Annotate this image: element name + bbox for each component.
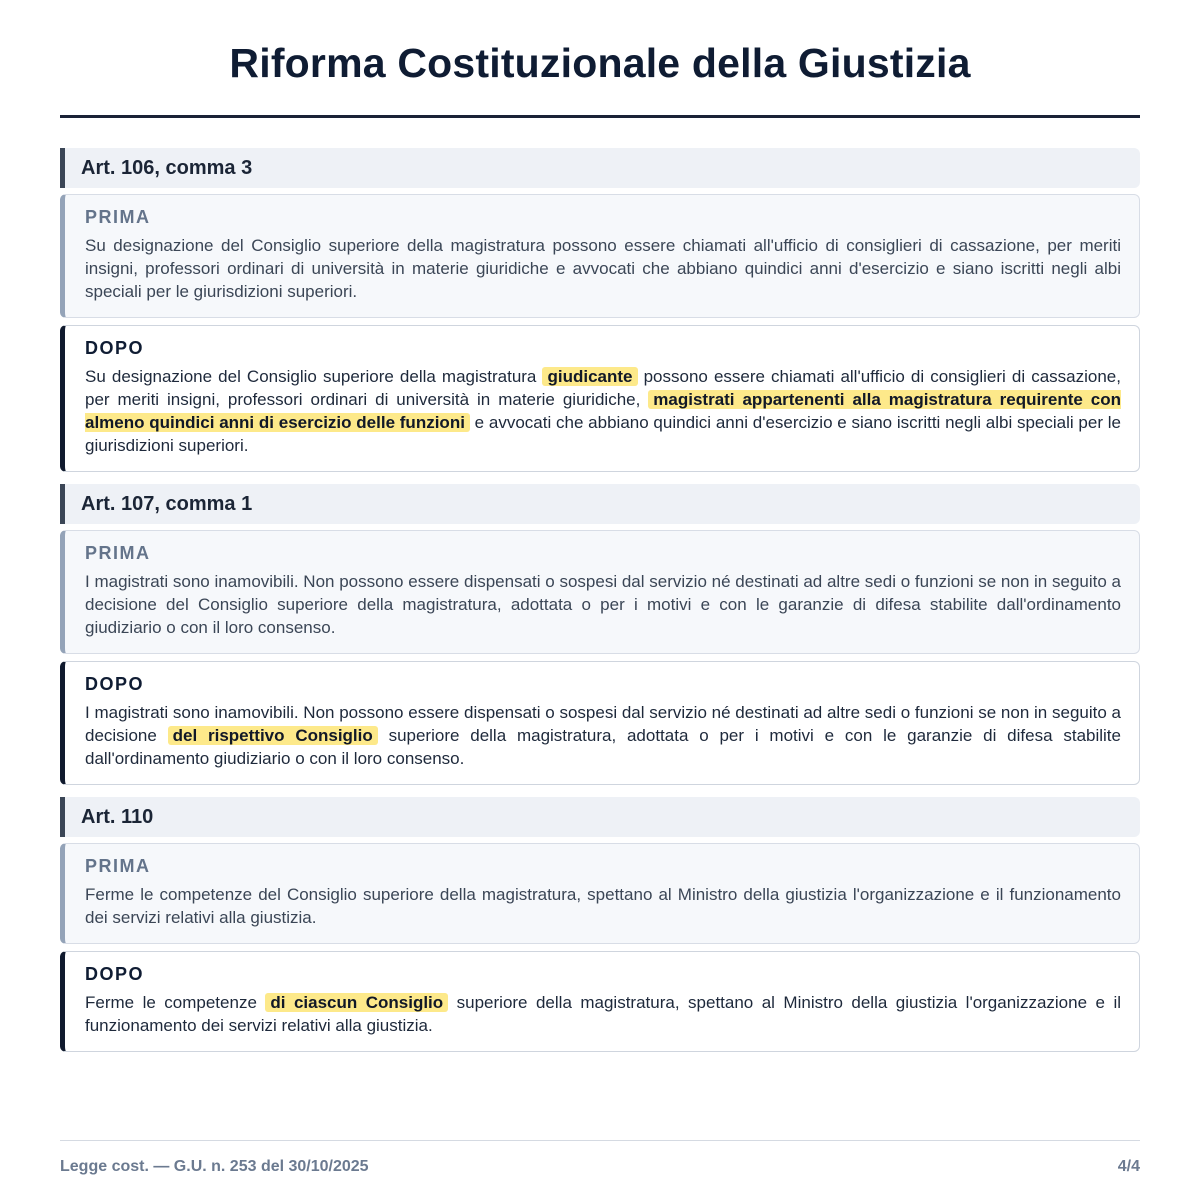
dopo-box [60,951,1140,1052]
dopo-label: DOPO [85,674,145,694]
dopo-text-segment: superiore della magistratura, adottata o per i motivi e con le garanzie di difesa stabilite dall'ordinamento giudiziario o con il loro consenso. [85,726,1121,768]
prima-label: PRIMA [85,856,151,876]
footer-source: Legge cost. — G.U. n. 253 del 30/10/2025 [60,1158,369,1175]
dopo-text-segment: I magistrati sono inamovibili. Non possono essere dispensati o sospesi dal servizio né destinati ad altre sedi o funzioni se non in seguito a decisione [85,703,1121,745]
prima-text: Su designazione del Consiglio superiore della magistratura possono essere chiamati all'ufficio di consiglieri di cassazione, per meriti insigni, professori ordinari di università in materie giuridiche e avvocati che abbiano quindici anni d'esercizio e siano iscritti negli albi speciali per le giurisdizioni superiori. [85,236,1121,301]
dopo-text-segment: Su designazione del Consiglio superiore della magistratura [85,367,543,386]
dopo-text [85,701,1121,770]
dopo-text-segment: e avvocati che abbiano quindici anni d'esercizio e siano iscritti negli albi speciali per le giurisdizioni superiori. [85,413,1121,455]
prima-label: PRIMA [85,543,151,563]
articles-list [60,148,1140,1059]
dopo-box [60,325,1140,472]
highlighted-change: magistrati appartenenti alla magistratura requirente con almeno quindici anni di esercizio delle funzioni [85,390,1121,432]
prima-text: I magistrati sono inamovibili. Non possono essere dispensati o sospesi dal servizio né destinati ad altre sedi o funzioni se non in seguito a decisione del Consiglio superiore della magistratura, adottata o per i motivi e con le garanzie di difesa stabilite dall'ordinamento giudiziario o con il loro consenso. [85,572,1121,637]
highlighted-change: del rispettivo Consiglio [168,726,378,745]
article-heading: Art. 106, comma 3 [60,148,1140,188]
prima-box [60,530,1140,654]
highlighted-change: giudicante [542,367,637,386]
dopo-text-segment: superiore della magistratura, spettano al Ministro della giustizia l'organizzazione e il funzionamento dei servizi relativi alla giustizia. [85,993,1121,1035]
page-title: Riforma Costituzionale della Giustizia [229,40,971,86]
highlighted-change: di ciascun Consiglio [265,993,448,1012]
prima-box [60,194,1140,318]
dopo-label: DOPO [85,964,145,984]
page-number: 4/4 [1117,1158,1140,1175]
footer-divider [60,1140,1140,1141]
dopo-label: DOPO [85,338,145,358]
dopo-text [85,365,1121,457]
prima-text: Ferme le competenze del Consiglio superiore della magistratura, spettano al Ministro della giustizia l'organizzazione e il funzionamento dei servizi relativi alla giustizia. [85,885,1121,927]
dopo-text-segment: possono essere chiamati all'ufficio di consiglieri di cassazione, per meriti insigni, professori ordinari di università in materie giuridiche, [85,367,1121,409]
dopo-text-segment: Ferme le competenze [85,993,266,1012]
prima-box [60,843,1140,944]
dopo-box [60,661,1140,785]
article-heading: Art. 107, comma 1 [60,484,1140,524]
dopo-text [85,991,1121,1037]
title-divider [60,115,1140,118]
prima-label: PRIMA [85,207,151,227]
article-heading: Art. 110 [60,797,1140,837]
